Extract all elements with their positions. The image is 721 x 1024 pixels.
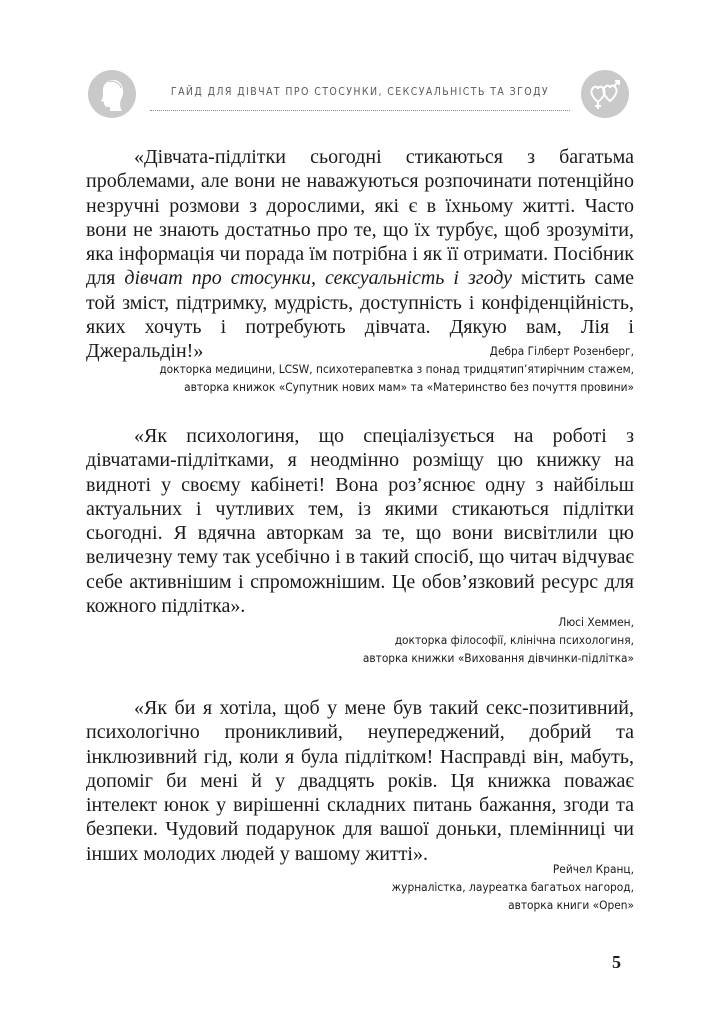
attribution-3-role: журналістка, лауреатка багатьох нагород, <box>391 880 634 894</box>
attribution-3-name: Рейчел Кранц, <box>552 862 634 876</box>
running-header-title: ГАЙД ДЛЯ ДІВЧАТ ПРО СТОСУНКИ, СЕКСУАЛЬНІСТЬ ТА ЗГОДУ <box>170 86 550 98</box>
attribution-1-role: докторка медицини, LCSW, психотерапевтка з понад тридцятип’ятирічним стажем, <box>159 362 634 376</box>
attribution-3 <box>86 860 634 914</box>
quote-1-text: «Дівчата-підлітки сьогодні стикаються з багатьма проблемами, але вони не наважуються розпочинати потенційно незручні розмови з дорослими, які є в їхньому житті. Часто вони не знають достатньо про те, що їх турбує, щоб зрозуміти, яка інформація чи порада їм потрібна і як її отримати. Посібник для дівчат про стосунки, сексуальність і згоду містить саме той зміст, підтримку, мудрість, доступність і конфіденційність, яких хочуть і потребують дівчата. Дякую вам, Лія і Джеральдін!» <box>86 146 634 363</box>
hearts-gender-icon <box>581 70 629 118</box>
quote-2-text: «Як психологиня, що спеціалізується на роботі з дівчатами-підлітками, я неодмінно розміщу цю книжку на видноті у своєму кабінеті! Вона роз’яснює одну з найбільш актуальних і чутливих тем, із якими стикаються підлітки сьогодні. Я вдячна авторкам за те, що вони висвітлили цю величезну тему так усебічно і в такий спосіб, що читач відчуває себе активнішим і спроможнішим. Це обов’язковий ресурс для кожного підлітка». <box>86 425 634 618</box>
attribution-3-books: авторка книги «Open» <box>508 898 634 912</box>
attribution-2-books: авторка книжки «Виховання дівчинки-підлітка» <box>362 651 634 665</box>
attribution-1-name: Дебра Гілберт Розенберг, <box>489 344 634 358</box>
attribution-2-role: докторка філософії, клінічна психологиня, <box>394 633 634 647</box>
attribution-1 <box>86 342 634 396</box>
quote-1 <box>86 145 634 364</box>
attribution-1-books: авторка книжок «Супутник нових мам» та «Материнство без почуття провини» <box>184 380 634 394</box>
woman-profile-icon <box>88 70 136 118</box>
book-title-italic: дівчат про стосунки, сексуальність і згоду <box>124 267 513 290</box>
quote-3 <box>86 696 634 866</box>
quote-2 <box>86 424 634 618</box>
attribution-2-name: Люсі Хеммен, <box>558 615 634 629</box>
quote-3-text: «Як би я хотіла, щоб у мене був такий секс-позитивний, психологічно проникливий, неупереджений, добрий та інклюзивний гід, коли я була підлітком! Насправді він, мабуть, допоміг би мені й у двадцять років. Ця книжка поважає інтелект юнок у вирішенні складних питань бажання, згоди та безпеки. Чудовий подарунок для вашої доньки, племінниці чи інших молодих людей у вашому житті». <box>86 697 634 865</box>
attribution-2 <box>86 613 634 667</box>
header-divider <box>150 110 570 111</box>
page-number: 5 <box>612 952 621 972</box>
